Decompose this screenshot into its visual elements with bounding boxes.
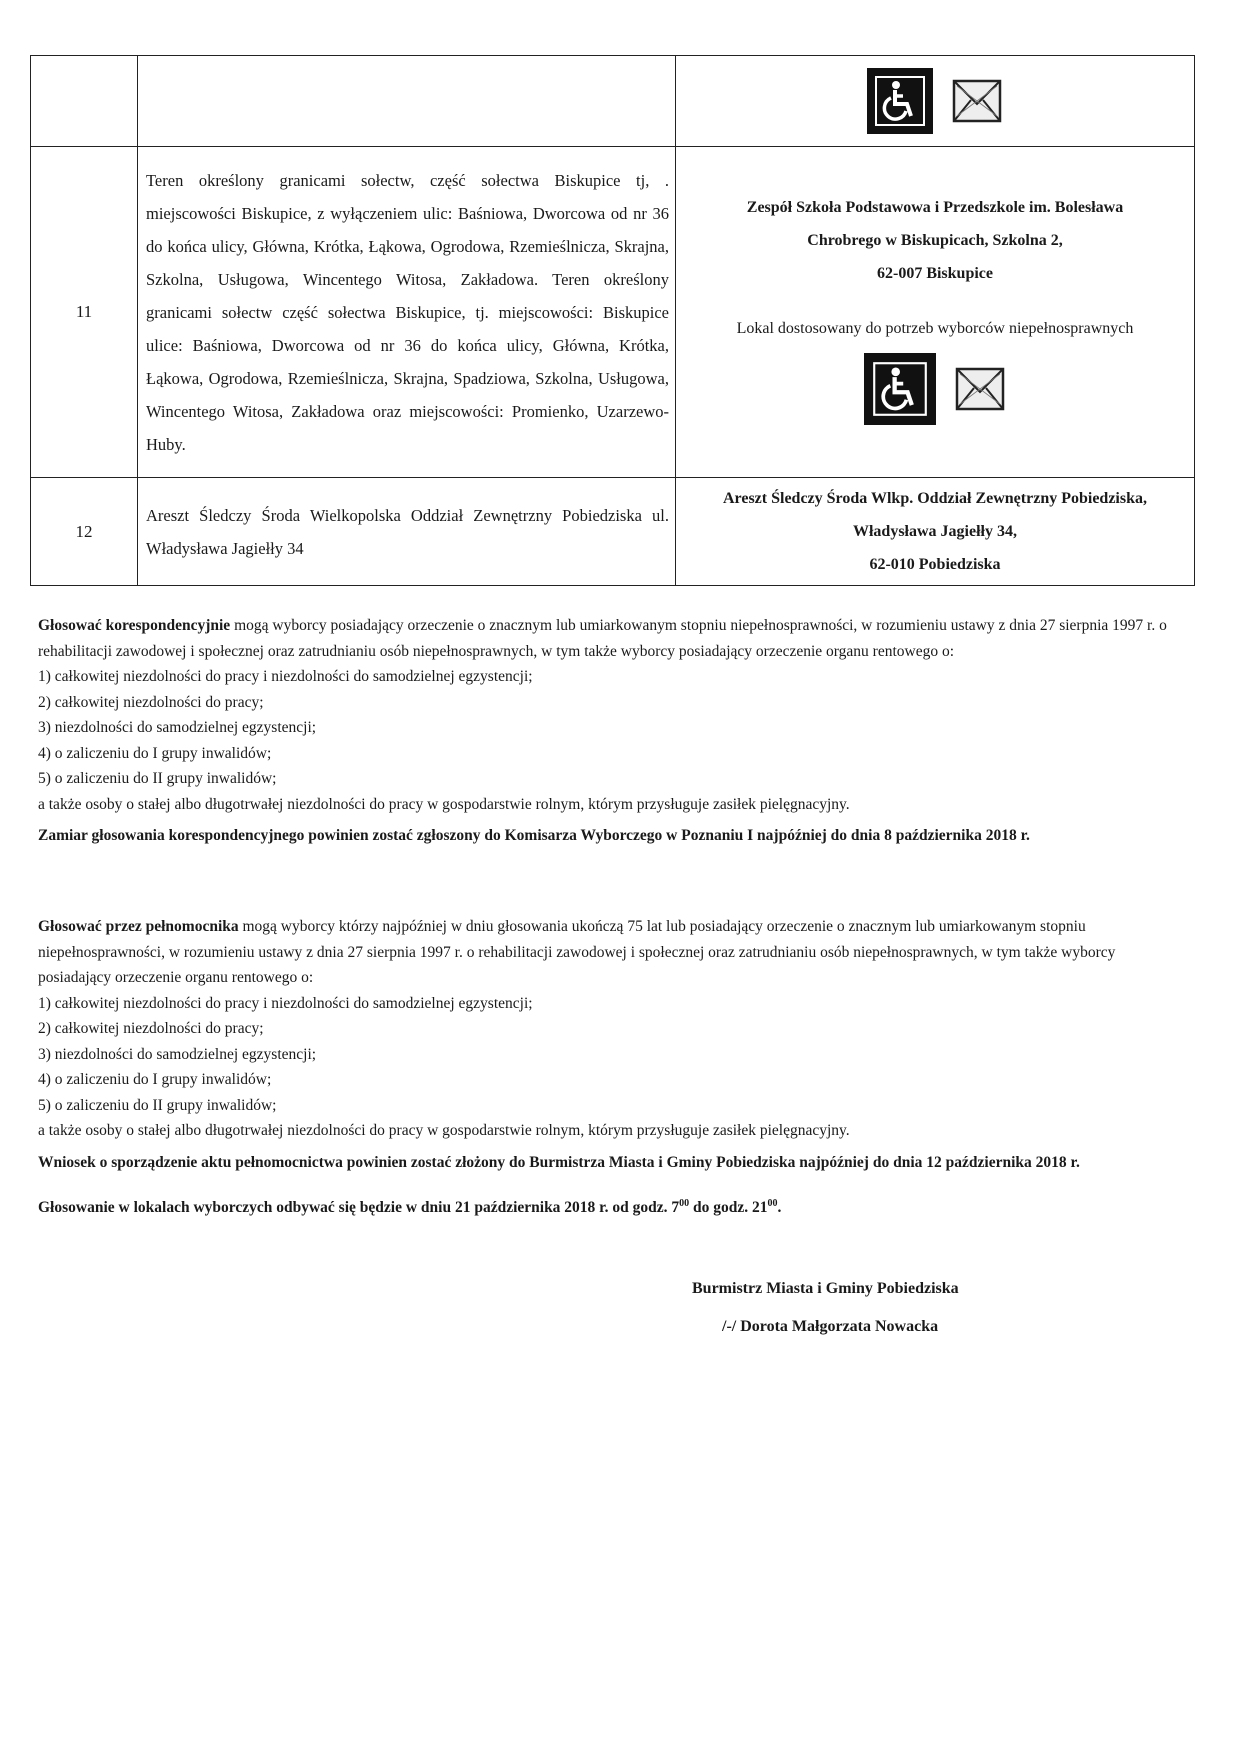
list-item: 4) o zaliczeniu do I grupy inwalidów; [38,744,272,762]
polling-place-cell [676,56,1195,147]
envelope-icon [951,76,1003,126]
polling-place-line: Chrobrego w Biskupicach, Szkolna 2, [807,232,1063,249]
polling-place-cell [676,147,1195,478]
signature-name: /-/ Dorota Małgorzata Nowacka [722,1318,939,1335]
correspondence-text: mogą wyborcy posiadający orzeczenie o znacznym lub umiarkowanym stopniu niepełnosprawności, w rozumieniu ustawy z dnia 27 sierpnia 1997 r. o rehabilitacji zawodowej i społecznej oraz zatrudnianiu osób niepełnosprawnych, w tym także wyborcy posiadający orzeczenie organu rentowego o: [38,617,1167,660]
proxy-section [38,914,1188,1221]
district-number-cell: 12 [31,478,138,586]
polling-place-line: Władysława Jagiełły 34, [852,523,1017,540]
list-item: 4) o zaliczeniu do I grupy inwalidów; [38,1071,272,1088]
accessibility-icons [682,353,1188,425]
table-row [31,478,1195,586]
correspondence-section [38,613,1188,849]
wheelchair-icon [864,353,936,425]
correspondence-deadline: Zamiar głosowania korespondencyjnego powinien zostać zgłoszony do Komisarza Wyborczego w Poznaniu I najpóźniej do dnia 8 października 2018 r. [38,827,1030,844]
list-item: 2) całkowitej niezdolności do pracy; [38,1020,264,1037]
table-row [31,147,1195,478]
proxy-intro [38,914,1188,991]
list-item: 1) całkowitej niezdolności do pracy i niezdolności do samodzielnej egzystencji; [38,668,533,685]
district-number-cell: 11 [31,147,138,478]
polling-place-line: 62-010 Pobiedziska [869,556,1001,573]
list-item: 5) o zaliczeniu do II grupy inwalidów; [38,770,277,787]
proxy-deadline: Wniosek o sporządzenie aktu pełnomocnictwa powinien zostać złożony do Burmistrza Miasta i Gminy Pobiedziska najpóźniej do dnia 12 października 2018 r. [38,1153,1080,1171]
accessibility-note: Lokal dostosowany do potrzeb wyborców niepełnosprawnych [736,320,1134,337]
list-item: 3) niezdolności do samodzielnej egzystencji; [38,719,317,736]
polling-place-line: 62-007 Biskupice [876,265,993,282]
correspondence-lead: Głosować korespondencyjnie [38,617,231,634]
district-area-cell [138,56,676,147]
district-area-cell: Areszt Śledczy Środa Wielkopolska Oddział Zewnętrzny Pobiedziska ul. Władysława Jagiełły 34 [138,478,676,586]
polling-place-line: Zespół Szkoła Podstawowa i Przedszkole im. Bolesława [746,199,1124,216]
proxy-closing: a także osoby o stałej albo długotrwałej niezdolności do pracy w gospodarstwie rolnym, którym przysługuje zasiłek pielęgnacyjny. [38,1122,850,1139]
correspondence-closing: a także osoby o stałej albo długotrwałej niezdolności do pracy w gospodarstwie rolnym, którym przysługuje zasiłek pielęgnacyjny. [38,795,850,813]
table-row [31,56,1195,147]
district-number-cell [31,56,138,147]
proxy-text: mogą wyborcy którzy najpóźniej w dniu głosowania ukończą 75 lat lub posiadający orzeczenie o znacznym lub umiarkowanym stopniu niepełnosprawności, w rozumieniu ustawy z dnia 27 sierpnia 1997 r. o rehabilitacji zawodowej i społecznej oraz zatrudnianiu osób niepełnosprawnych, w tym także wyborcy posiadający orzeczenie organu rentowego o: [38,918,1116,986]
accessibility-icons [682,68,1188,134]
wheelchair-icon [867,68,933,134]
district-area-cell: Teren określony granicami sołectw, część sołectwa Biskupice tj, . miejscowości Biskupice, z wyłączeniem ulic: Baśniowa, Dworcowa od nr 36 do końca ulicy, Główna, Krótka, Łąkowa, Ogrodowa, Rzemieślnicza, Skrajna, Szkolna, Usługowa, Wincentego Witosa, Zakładowa. Teren określony granicami sołectw część sołectwa Biskupice, tj. miejscowości: Biskupice ulice: Baśniowa, Dworcowa od nr 36 do końca ulicy, Główna, Krótka, Łąkowa, Ogrodowa, Rzemieślnicza, Skrajna, Spadziowa, Szkolna, Usługowa, Wincentego Witosa, Zakładowa oraz miejscowości: Promienko, Uzarzewo-Huby. [138,147,676,478]
list-item: 3) niezdolności do samodzielnej egzystencji; [38,1045,317,1063]
list-item: 5) o zaliczeniu do II grupy inwalidów; [38,1096,277,1114]
envelope-icon [954,364,1006,414]
polling-place-line: Areszt Śledczy Środa Wlkp. Oddział Zewnętrzny Pobiedziska, [722,490,1147,507]
voting-hours: Głosowanie w lokalach wyborczych odbywać się będzie w dniu 21 października 2018 r. od godz. $7^{00}$ do godz. $21^{00}$. [38,1198,782,1217]
proxy-lead: Głosować przez pełnomocnika [38,918,239,935]
correspondence-intro [38,613,1188,664]
polling-districts-table [30,55,1195,586]
signature-title: Burmistrz Miasta i Gminy Pobiedziska [692,1280,959,1297]
list-item: 1) całkowitej niezdolności do pracy i niezdolności do samodzielnej egzystencji; [38,994,533,1012]
polling-place-cell [676,478,1195,586]
list-item: 2) całkowitej niezdolności do pracy; [38,693,264,711]
